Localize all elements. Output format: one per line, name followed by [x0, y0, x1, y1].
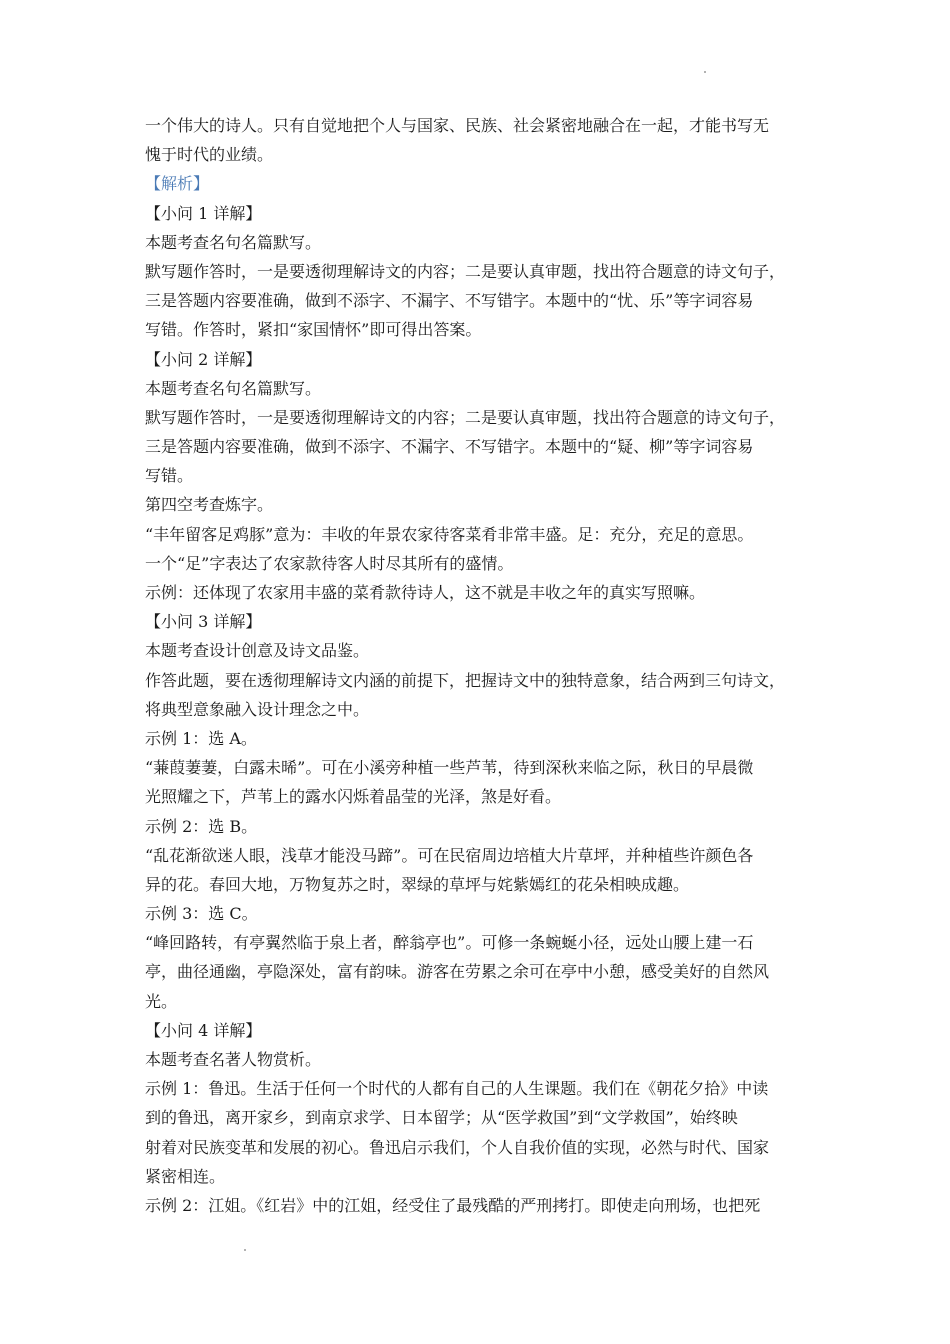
text-line: 将典型意象融入设计理念之中。 — [145, 699, 370, 719]
document-body — [145, 111, 813, 1220]
text-line: “丰年留客足鸡豚”意为：丰收的年景农家待客菜肴非常丰盛。足：充分，充足的意思。 — [145, 524, 754, 544]
text-line: “蒹葭萋萋，白露未晞”。可在小溪旁种植一些芦苇，待到深秋来临之际，秋日的早晨微 — [145, 758, 754, 778]
section-heading: 【小问 1 详解】 — [145, 203, 262, 223]
text-line: 亭，曲径通幽，亭隐深处，富有韵味。游客在劳累之余可在亭中小憩，感受美好的自然风 — [145, 962, 770, 982]
text-line: 本题考查名句名篇默写。 — [145, 378, 322, 398]
text-line: 作答此题，要在透彻理解诗文内涵的前提下，把握诗文中的独特意象，结合两到三句诗文， — [145, 670, 786, 690]
section-heading: 【小问 2 详解】 — [145, 349, 262, 369]
text-line: 示例 3：选 C。 — [145, 904, 258, 924]
section-heading: 【小问 3 详解】 — [145, 612, 262, 632]
text-line: 示例 2：选 B。 — [145, 816, 258, 836]
text-line: 紧密相连。 — [145, 1166, 226, 1186]
text-line: 第四空考查炼字。 — [145, 495, 274, 515]
text-line: 三是答题内容要准确，做到不添字、不漏字、不写错字。本题中的“忧、乐”等字词容易 — [145, 291, 754, 311]
text-line: 到的鲁迅，离开家乡，到南京求学、日本留学；从“医学救国”到“文学救国”，始终映 — [145, 1108, 738, 1128]
text-line: 默写题作答时，一是要透彻理解诗文的内容；二是要认真审题，找出符合题意的诗文句子， — [145, 261, 786, 281]
text-line: 示例 1：鲁迅。生活于任何一个时代的人都有自己的人生课题。我们在《朝花夕拾》中读 — [145, 1079, 769, 1099]
text-line: “峰回路转，有亭翼然临于泉上者，醉翁亭也”。可修一条蜿蜒小径，远处山腰上建一石 — [145, 933, 754, 953]
text-line: 写错。 — [145, 466, 194, 486]
text-line: 光。 — [145, 991, 178, 1011]
text-line: 一个伟大的诗人。只有自觉地把个人与国家、民族、社会紧密地融合在一起，才能书写无 — [145, 116, 770, 135]
text-line: 示例 1：选 A。 — [145, 728, 257, 748]
text-line: 本题考查名句名篇默写。 — [145, 232, 322, 252]
text-line: 写错。作答时，紧扣“家国情怀”即可得出答案。 — [145, 320, 482, 340]
text-line: 默写题作答时，一是要透彻理解诗文的内容；二是要认真审题，找出符合题意的诗文句子， — [145, 407, 786, 427]
text-line: 示例 2：江姐。《红岩》中的江姐，经受住了最残酷的严刑拷打。即使走向刑场，也把死 — [145, 1195, 761, 1215]
page-mark-top — [704, 71, 706, 73]
text-line: 光照耀之下，芦苇上的露水闪烁着晶莹的光泽，煞是好看。 — [145, 787, 562, 807]
text-line: 三是答题内容要准确，做到不添字、不漏字、不写错字。本题中的“疑、柳”等字词容易 — [145, 437, 754, 457]
text-line: 示例：还体现了农家用丰盛的菜肴款待诗人，这不就是丰收之年的真实写照嘛。 — [145, 583, 706, 602]
section-heading: 【小问 4 详解】 — [145, 1020, 262, 1040]
analysis-heading: 【解析】 — [145, 174, 210, 194]
text-line: 本题考查名著人物赏析。 — [145, 1050, 322, 1069]
page-mark-bottom — [244, 1249, 246, 1251]
text-line: 一个“足”字表达了农家款待客人时尽其所有的盛情。 — [145, 553, 514, 573]
text-line: “乱花渐欲迷人眼，浅草才能没马蹄”。可在民宿周边培植大片草坪，并种植些许颜色各 — [145, 845, 754, 865]
text-line: 异的花。春回大地，万物复苏之时，翠绿的草坪与姹紫嫣红的花朵相映成趣。 — [145, 874, 690, 894]
text-line: 愧于时代的业绩。 — [145, 145, 274, 165]
text-line: 射着对民族变革和发展的初心。鲁迅启示我们，个人自我价值的实现，必然与时代、国家 — [145, 1137, 770, 1157]
text-line: 本题考查设计创意及诗文品鉴。 — [145, 641, 370, 661]
